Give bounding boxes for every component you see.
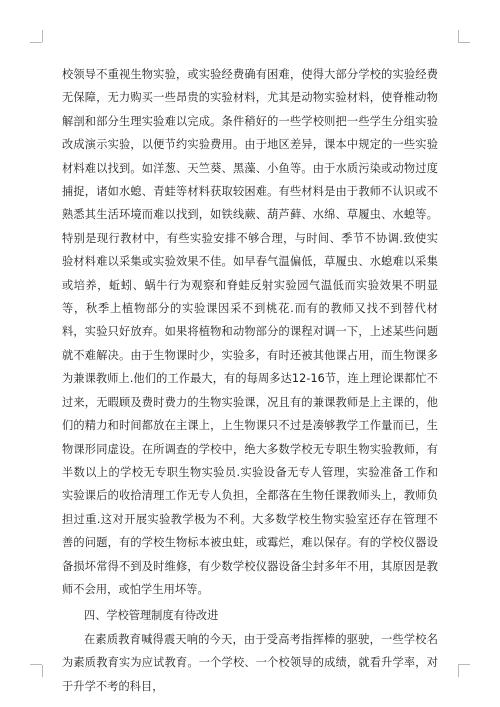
body-paragraph: 校领导不重视生物实验，或实验经费确有困难，使得大部分学校的实验经费无保障，无力购买一些昂贵的实验材料，尤其是动物实验材料，使脊椎动物解剖和部分生理实验难以完成。条件稍好的一些学校则把一些学生分组实验改成演示实验，以便节约实验费用。由于地区差异，课本中规定的一些实验材料难以找到。如洋葱、天竺葵、黑藻、小鱼等。由于水质污染或动物过度捕捉，诸如水螅、青蛙等材料获取较困难。有些材料是由于教师不认识或不熟悉其生活环境而难以找到，如铁线蕨、葫芦藓、水绵、草履虫、水螅等。特别是现行教材中，有些实验安排不够合理，与时间、季节不协调.致使实验材料难以采集或实验效果不佳。如早春气温偏低，草履虫、水螅难以采集或培养，蚯蚓、蜗牛行为观察和脊蛙反射实验园气温低而实验效果不明显等，秋季上植物部分的实验课因采不到桃花.而有的教师又找不到替代材料，实验只好放弃。如果将植物和动物部分的课程对调一下，上述某些问题就不难解决。由于生物课时少，实验多，有时还被其他课占用，而生物课多为兼课教师上.他们的工作最大，有的每周多达12-16节，连上理论课都忙不过来，无暇顾及费时费力的生物实验课，况且有的兼课教师是上主课的，他们的精力和时间都放在主课上，上生物课只不过是凑够教学工作量而已，生物课形同虚设。在所调查的学校中，绝大多数学校无专职生物实验教师，有半数以上的学校无专职生物实验员.实验设备无专人管理，实验准备工作和实验课后的收拾清理工作无专人负担，全都落在生物任课教师头上，教师负担过重.这对开展实验教学极为不利。大多数学校生物实验室还存在管理不善的问题，有的学校生物标本被虫蛀，或霉烂，难以保存。有的学校仪器设备损坏常得不到及时维修，有少数学校仪器设备尘封多年不用，其原因是教师不会用，或怕学生用坏等。 <box>62 68 438 596</box>
crop-mark-bottom-left-v <box>42 665 43 677</box>
crop-mark-top-right-v <box>458 30 459 42</box>
section-heading: 四、学校管理制度有待改进 <box>84 609 219 623</box>
crop-mark-top-right-h <box>458 42 470 43</box>
crop-mark-bottom-left-h <box>30 664 42 665</box>
closing-paragraph: 在素质教育喊得震天响的今天，由于受高考指挥棒的驱驶，一些学校名为素质教育实为应试教育。一个学校、一个校领导的成绩，就看升学率，对于升学不考的科目， <box>62 632 438 693</box>
crop-mark-bottom-right-v <box>458 665 459 677</box>
crop-mark-top-left-v <box>42 30 43 42</box>
document-body <box>62 63 438 698</box>
crop-mark-bottom-right-h <box>458 664 470 665</box>
crop-mark-top-left-h <box>30 42 42 43</box>
